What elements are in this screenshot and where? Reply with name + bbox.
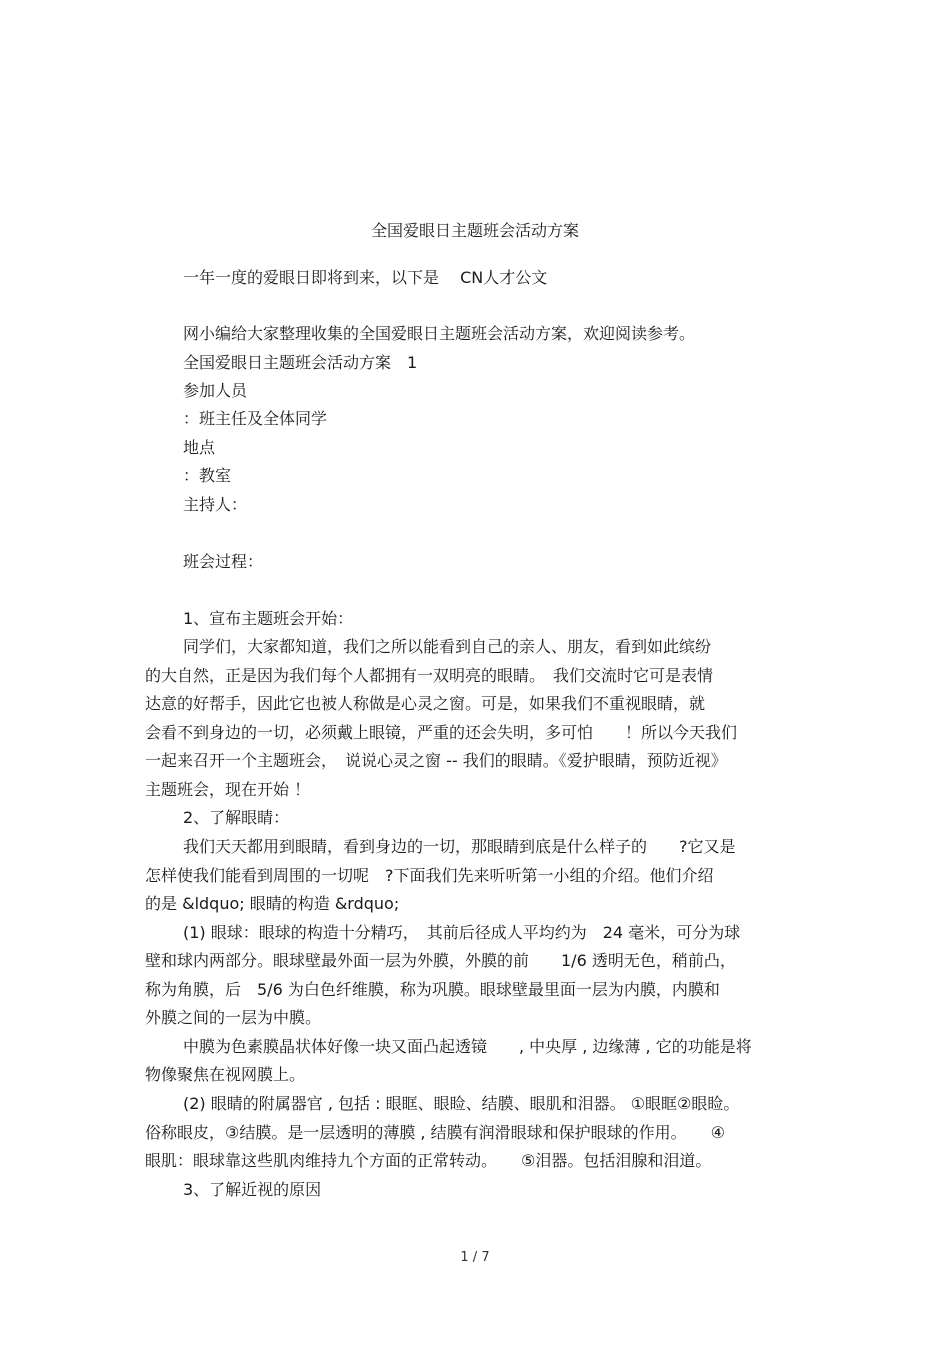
paragraph-line: (2) 眼睛的附属器官 , 包括 : 眼眶、眼睑、结膜、眼肌和泪器。 ①眼眶②眼睑。: [183, 1094, 740, 1113]
paragraph-line: 壁和球内两部分。眼球壁最外面一层为外膜，外膜的前 1/6 透明无色，稍前凸，: [145, 951, 736, 970]
page-number: 1 / 7: [460, 1250, 490, 1265]
location-value: ：教室: [183, 466, 232, 485]
host-label: 主持人：: [183, 495, 248, 514]
participants-value: ：班主任及全体同学: [183, 409, 328, 428]
paragraph-line: 怎样使我们能看到周围的一切呢 ?下面我们先来听听第一小组的介绍。他们介绍: [145, 866, 714, 885]
paragraph-line: 主题班会，现在开始 ！: [145, 780, 311, 799]
intro-line-2: 网小编给大家整理收集的全国爱眼日主题班会活动方案，欢迎阅读参考。: [183, 324, 696, 343]
paragraph-line: 称为角膜，后 5/6 为白色纤维膜，称为巩膜。眼球壁最里面一层为内膜，内膜和: [145, 980, 720, 999]
paragraph-line: 达意的好帮手，因此它也被人称做是心灵之窗。可是，如果我们不重视眼睛，就: [145, 694, 706, 713]
intro-line-1: 一年一度的爱眼日即将到来，以下是 CN人才公文: [183, 268, 548, 287]
paragraph-line: 一起来召开一个主题班会， 说说心灵之窗 -- 我们的眼睛。《爱护眼睛，预防近视》: [145, 751, 727, 770]
paragraph-line: (1) 眼球：眼球的构造十分精巧， 其前后径成人平均约为 24 毫米，可分为球: [183, 923, 741, 942]
paragraph-line: 我们天天都用到眼睛，看到身边的一切，那眼睛到底是什么样子的 ?它又是: [183, 837, 736, 856]
paragraph-line: 的是 &ldquo; 眼睛的构造 &rdquo;: [145, 894, 400, 913]
paragraph-line: 会看不到身边的一切，必须戴上眼镜，严重的还会失明，多可怕 ！所以今天我们: [145, 723, 738, 742]
section-3-heading: 3、了解近视的原因: [183, 1180, 322, 1199]
paragraph-line: 同学们，大家都知道，我们之所以能看到自己的亲人、朋友，看到如此缤纷: [183, 637, 712, 656]
paragraph-line: 物像聚焦在视网膜上。: [145, 1065, 306, 1084]
paragraph-line: 中膜为色素膜晶状体好像一块又面凸起透镜 , 中央厚 , 边缘薄 , 它的功能是将: [183, 1037, 752, 1056]
paragraph-line: 俗称眼皮，③结膜。是一层透明的薄膜 , 结膜有润滑眼球和保护眼球的作用。 ④: [145, 1123, 725, 1142]
section-2-heading: 2、了解眼睛：: [183, 808, 290, 827]
paragraph-line: 的大自然，正是因为我们每个人都拥有一双明亮的眼睛。 我们交流时它可是表情: [145, 666, 714, 685]
process-label: 班会过程：: [183, 552, 264, 571]
section-1-heading: 1、宣布主题班会开始：: [183, 609, 354, 628]
location-label: 地点: [183, 438, 216, 457]
plan-heading: 全国爱眼日主题班会活动方案 1: [183, 353, 418, 372]
participants-label: 参加人员: [183, 381, 248, 400]
paragraph-line: 外膜之间的一层为中膜。: [145, 1008, 322, 1027]
document-title: 全国爱眼日主题班会活动方案: [370, 221, 579, 240]
paragraph-line: 眼肌：眼球靠这些肌肉维持九个方面的正常转动。 ⑤泪器。包括泪腺和泪道。: [145, 1151, 712, 1170]
